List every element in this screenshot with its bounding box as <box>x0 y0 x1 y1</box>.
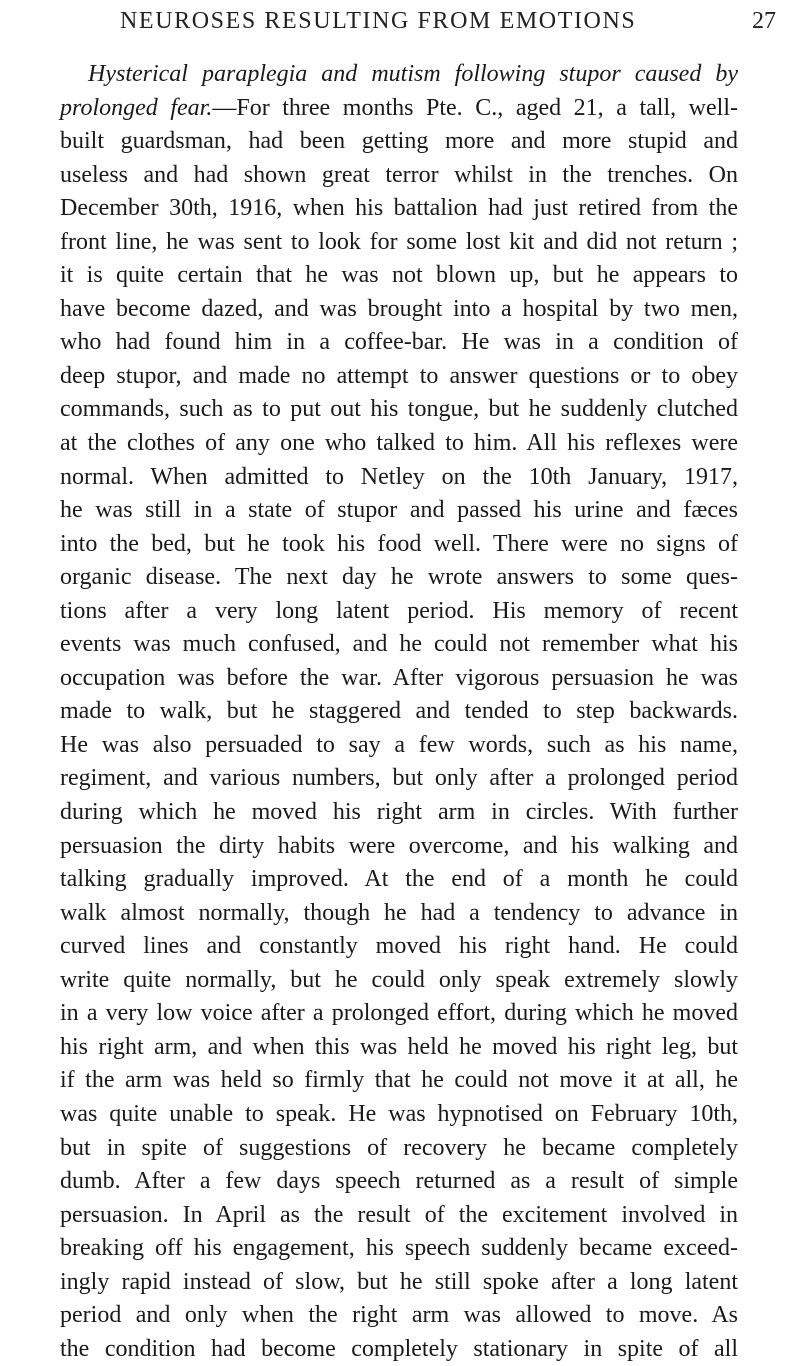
text-line-continuation: —For three months Pte. C., aged 21, a tall, well- <box>212 94 738 121</box>
text-line <box>60 92 738 126</box>
text-line: in a very low voice after a prolonged effort, during which he moved <box>60 1000 738 1027</box>
text-line: tions after a very long latent period. His memory of recent <box>60 597 738 624</box>
text-line: talking gradually improved. At the end of a month he could <box>60 866 738 893</box>
text-line: have become dazed, and was brought into a hospital by two men, <box>60 295 738 322</box>
text-line: regiment, and various numbers, but only after a prolonged period <box>60 765 738 792</box>
text-line: useless and had shown great terror whilst in the trenches. On <box>60 161 738 188</box>
text-line: He was also persuaded to say a few words, such as his name, <box>60 731 738 758</box>
text-line: at the clothes of any one who talked to him. All his reflexes were <box>60 430 738 457</box>
text-line: persuasion the dirty habits were overcome, and his walking and <box>60 832 738 859</box>
case-heading-line: Hysterical paraplegia and mutism following stupor caused by <box>88 61 738 87</box>
text-line: curved lines and constantly moved his right hand. He could <box>60 933 738 960</box>
text-line: organic disease. The next day he wrote answers to some ques- <box>60 564 738 591</box>
text-line: walk almost normally, though he had a tendency to advance in <box>60 899 738 926</box>
text-line: he was still in a state of stupor and passed his urine and fæces <box>60 497 738 524</box>
text-line: it is quite certain that he was not blown up, but he appears to <box>60 262 738 289</box>
text-line: December 30th, 1916, when his battalion had just retired from the <box>60 195 738 222</box>
text-line: built guardsman, had been getting more and more stupid and <box>60 128 738 155</box>
text-line: breaking off his engagement, his speech suddenly became exceed- <box>60 1235 738 1262</box>
case-heading-end: prolonged fear. <box>60 94 213 121</box>
text-line: deep stupor, and made no attempt to answer questions or to obey <box>60 362 738 389</box>
text-line: commands, such as to put out his tongue, but he suddenly clutched <box>60 396 738 423</box>
text-line: persuasion. In April as the result of the excitement involved in <box>60 1201 738 1228</box>
text-line: his right arm, and when this was held he moved his right leg, but <box>60 1033 738 1060</box>
text-line: made to walk, but he staggered and tended to step backwards. <box>60 698 738 725</box>
text-line: period and only when the right arm was allowed to move. As <box>60 1302 738 1329</box>
case-paragraph <box>60 58 738 1366</box>
text-line: dumb. After a few days speech returned as a result of simple <box>60 1168 738 1195</box>
text-line: was quite unable to speak. He was hypnotised on February 10th, <box>60 1100 738 1127</box>
text-line: into the bed, but he took his food well. There were no signs of <box>60 530 738 557</box>
text-line: if the arm was held so firmly that he could not move it at all, he <box>60 1067 738 1094</box>
text-line: who had found him in a coffee-bar. He was in a condition of <box>60 329 738 356</box>
running-head: NEUROSES RESULTING FROM EMOTIONS <box>120 8 637 34</box>
text-line: but in spite of suggestions of recovery he became completely <box>60 1134 738 1161</box>
paragraph-lines <box>60 125 738 1366</box>
text-line: during which he moved his right arm in circles. With further <box>60 799 738 826</box>
page-number: 27 <box>752 8 776 34</box>
text-line: ingly rapid instead of slow, but he still spoke after a long latent <box>60 1268 738 1295</box>
text-line: write quite normally, but he could only speak extremely slowly <box>60 966 738 993</box>
text-line: the condition had become completely stationary in spite of all <box>60 1335 738 1362</box>
text-line: front line, he was sent to look for some lost kit and did not return ; <box>60 228 738 255</box>
text-line: events was much confused, and he could not remember what his <box>60 631 738 658</box>
text-line: occupation was before the war. After vigorous persuasion he was <box>60 664 738 691</box>
text-line: normal. When admitted to Netley on the 10th January, 1917, <box>60 463 738 490</box>
